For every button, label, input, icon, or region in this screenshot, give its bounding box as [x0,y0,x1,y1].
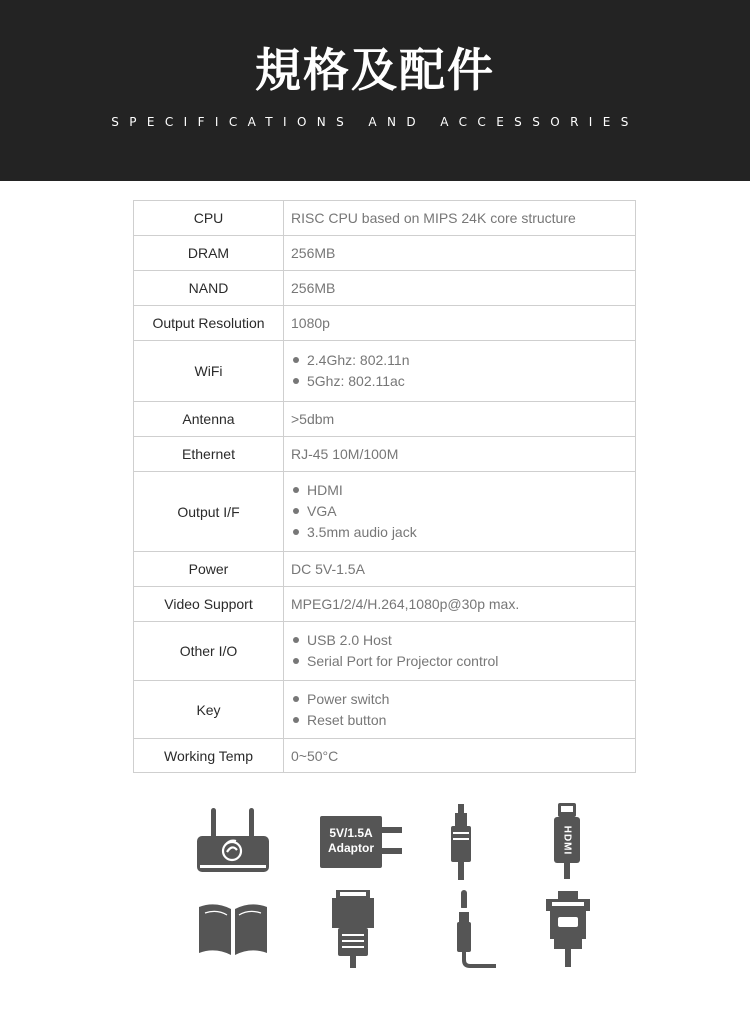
list-item-text: 5Ghz: 802.11ac [307,373,405,389]
list-item [291,480,635,501]
list-item [291,710,635,731]
spec-row-working-temp [134,739,636,773]
bullet-icon [293,508,299,514]
manual-book-icon [197,901,269,959]
spec-row-cpu [134,201,636,236]
spec-label: Video Support [134,587,284,622]
bullet-icon [293,658,299,664]
bullet-icon [293,696,299,702]
spec-row-nand [134,271,636,306]
spec-value: MPEG1/2/4/H.264,1080p@30p max. [284,587,636,622]
power-adaptor-icon [318,814,406,872]
list-item-text: Serial Port for Projector control [307,653,499,669]
list-item-text: Reset button [307,711,387,728]
spec-value-list [284,341,636,402]
spec-row-antenna [134,402,636,437]
page-subtitle: SPECIFICATIONS AND ACCESSORIES [111,115,639,129]
list-item-text: 3.5mm audio jack [307,524,417,540]
spec-row-key [134,681,636,739]
bullet-icon [293,717,299,723]
spec-row-power [134,552,636,587]
router-icon [194,806,274,878]
bullet-icon [293,378,299,384]
spec-label: Antenna [134,402,284,437]
list-item-text: Power switch [307,690,390,707]
spec-label: Output I/F [134,472,284,552]
list-item [291,350,635,371]
serial-cable-icon [544,891,592,969]
bullet-icon [293,487,299,493]
bullet-icon [293,529,299,535]
spec-value: RJ-45 10M/100M [284,437,636,472]
spec-row-output-resolution [134,306,636,341]
vga-cable-icon [330,890,376,970]
list-item [291,689,635,710]
list-item-text: HDMI [307,482,343,498]
list-item-text: USB 2.0 Host [307,632,392,648]
list-item-text: VGA [307,503,337,519]
spec-value: >5dbm [284,402,636,437]
spec-value: DC 5V-1.5A [284,552,636,587]
spec-label: Power [134,552,284,587]
adaptor-label-line1: 5V/1.5A [329,826,373,840]
spec-value: 0~50°C [284,739,636,773]
spec-value-list [284,472,636,552]
hdmi-cable-icon [552,803,582,881]
spec-row-dram [134,236,636,271]
spec-value: 256MB [284,236,636,271]
spec-row-wifi [134,341,636,402]
list-item [291,630,635,651]
spec-value: 1080p [284,306,636,341]
spec-value: 256MB [284,271,636,306]
spec-label: Output Resolution [134,306,284,341]
spec-label: Key [134,681,284,739]
adaptor-label-line2: Adaptor [328,841,374,855]
page-title: 規格及配件 [255,43,495,97]
dc-plug-icon [447,804,475,882]
spec-label: Ethernet [134,437,284,472]
bullet-icon [293,637,299,643]
spec-row-ethernet [134,437,636,472]
spec-label: NAND [134,271,284,306]
list-item-text: 2.4Ghz: 802.11n [307,352,410,368]
spec-table [133,200,636,773]
header-banner [0,0,750,181]
list-item [291,522,635,543]
spec-row-video-support [134,587,636,622]
spec-label: DRAM [134,236,284,271]
spec-value: RISC CPU based on MIPS 24K core structure [284,201,636,236]
spec-label: CPU [134,201,284,236]
spec-label: Working Temp [134,739,284,773]
hdmi-label: HDMI [561,825,573,855]
audio-jack-icon [452,890,498,970]
spec-label: Other I/O [134,622,284,681]
list-item [291,501,635,522]
bullet-icon [293,357,299,363]
spec-value-list [284,681,636,739]
spec-value-list [284,622,636,681]
spec-row-output-if [134,472,636,552]
spec-row-other-io [134,622,636,681]
list-item [291,651,635,672]
list-item [291,371,635,392]
spec-label: WiFi [134,341,284,402]
